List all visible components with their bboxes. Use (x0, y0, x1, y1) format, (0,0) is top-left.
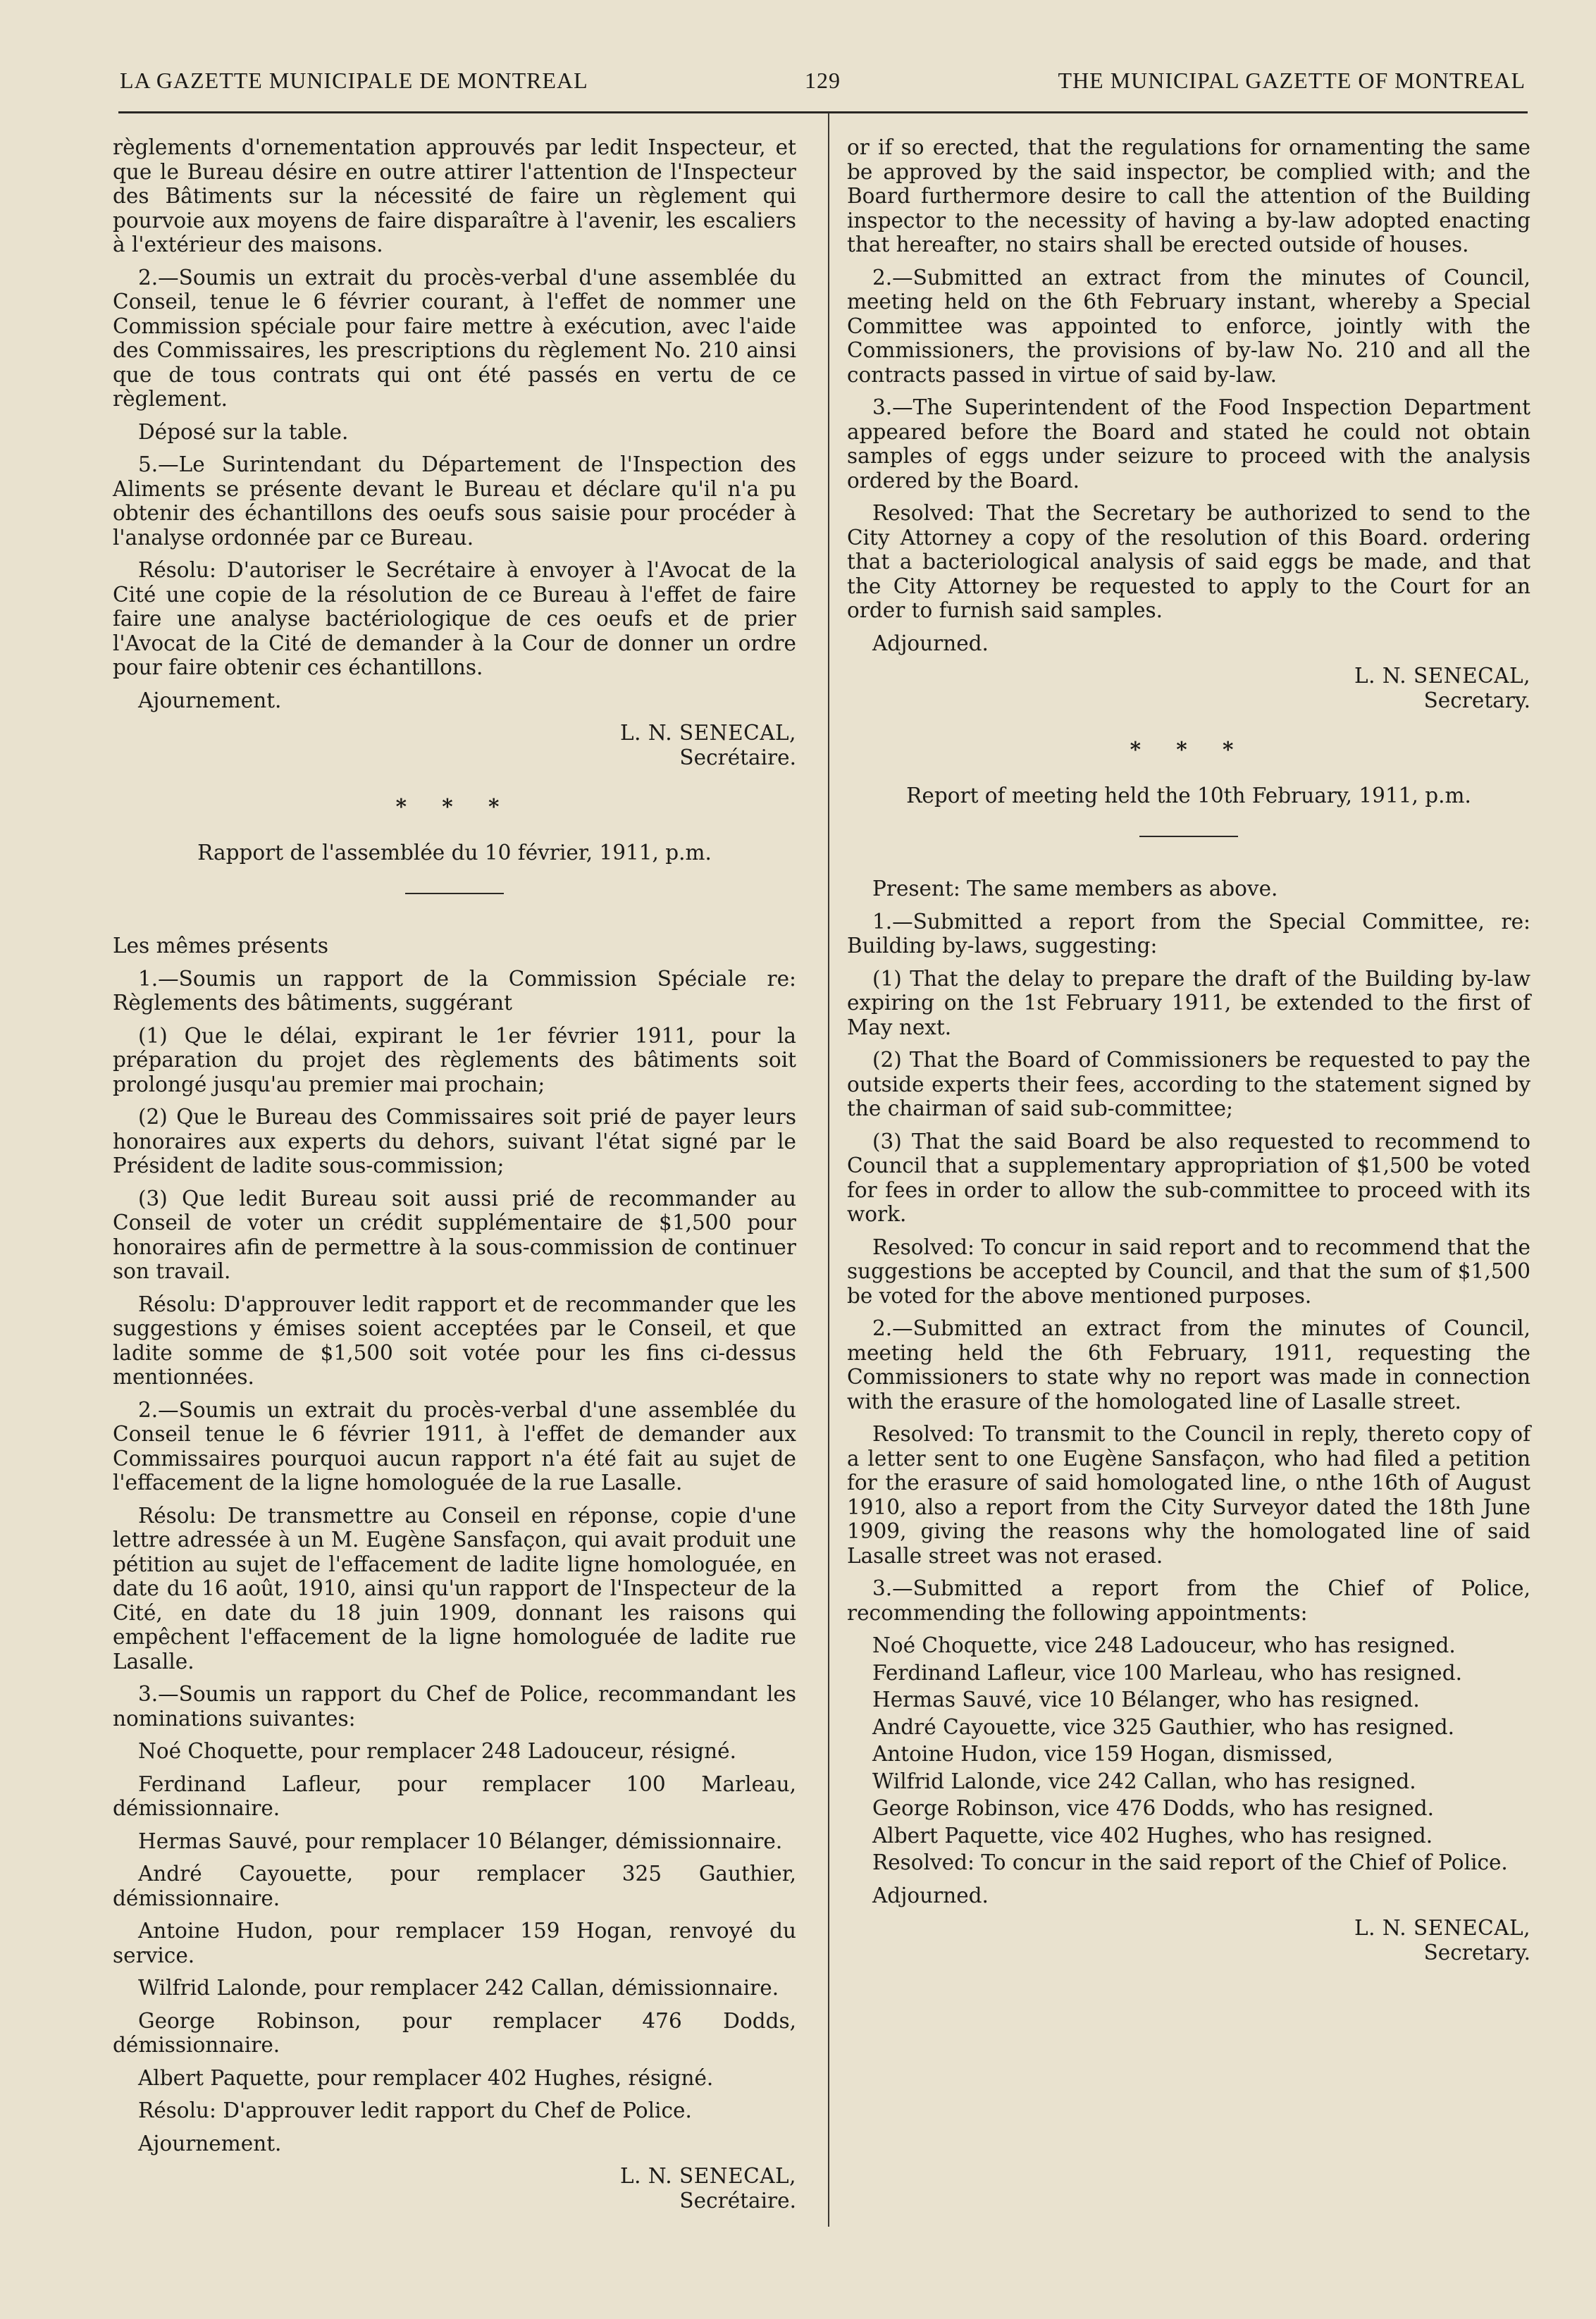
paragraph: 3.—Soumis un rapport du Chef de Police, recommandant les nominations suivantes: (113, 1682, 796, 1731)
paragraph: 1.—Submitted a report from the Special Committee, re: Building by-laws, suggesting: (847, 909, 1530, 958)
header-title-english: THE MUNICIPAL GAZETTE OF MONTREAL (1058, 68, 1526, 93)
header-title-french: LA GAZETTE MUNICIPALE DE MONTREAL (120, 68, 588, 93)
signature-name: L. N. SENECAL, (1354, 1916, 1530, 1940)
paragraph: Résolu: D'autoriser le Secrétaire à envoyer à l'Avocat de la Cité une copie de la résolution de ce Bureau à l'effet de faire faire une analyse bactériologique de ces oeufs et de prier l'Avocat de la Cité de demander à la Cour de donner un ordre pour faire obtenir ces échantillons. (113, 558, 796, 679)
list-item: Noé Choquette, pour remplacer 248 Ladouceur, résigné. (138, 1739, 736, 1763)
list-item: Ferdinand Lafleur, vice 100 Marleau, who has resigned. (872, 1660, 1463, 1685)
section-separator: * * * (395, 794, 514, 819)
paragraph: 1.—Soumis un rapport de la Commission Spéciale re: Règlements des bâtiments, suggérant (113, 966, 796, 1015)
signature-title: Secretary. (1423, 688, 1530, 712)
report-heading: Report of meeting held the 10th February, 1911, p.m. (906, 783, 1471, 808)
list-item: Hermas Sauvé, vice 10 Bélanger, who has resigned. (872, 1688, 1420, 1712)
paragraph: 2.—Submitted an extract from the minutes of Council, meeting held on the 6th February instant, whereby a Special Committee was appointed to enforce, jointly with the Commissioners, the provisions of by-law No. 210 and all the contracts passed in virtue of said by-law. (847, 265, 1530, 387)
adjournment: Ajournement. (138, 688, 282, 712)
signature-name: L. N. SENECAL, (620, 721, 796, 745)
column-divider (828, 113, 829, 2227)
paragraph: 3.—Submitted a report from the Chief of Police, recommending the following appointments: (847, 1576, 1530, 1625)
list-item: George Robinson, pour remplacer 476 Dodds, démissionnaire. (113, 2008, 796, 2057)
short-rule (1139, 836, 1238, 837)
paragraph: (2) Que le Bureau des Commissaires soit prié de payer leurs honoraires aux experts du dehors, suivant l'état signé par le Président de ladite sous-commission; (113, 1105, 796, 1177)
signature-title: Secrétaire. (679, 2188, 796, 2213)
paragraph: Resolved: To concur in said report and to recommend that the suggestions be accepted by Council, and that the sum of $1,500 be voted for the above mentioned purposes. (847, 1235, 1530, 1308)
paragraph: Present: The same members as above. (872, 877, 1278, 901)
signature-name: L. N. SENECAL, (1354, 664, 1530, 688)
paragraph: Résolu: D'approuver ledit rapport du Chef de Police. (138, 2098, 692, 2122)
paragraph: 2.—Soumis un extrait du procès-verbal d'une assemblée du Conseil tenue le 6 février 1911, à l'effet de demander aux Commissaires pourquoi aucun rapport n'a été fait au sujet de l'effacement de la ligne homologuée de la rue Lasalle. (113, 1397, 796, 1495)
paragraph: 3.—The Superintendent of the Food Inspection Department appeared before the Board and stated he could not obtain samples of eggs under seizure to proceed with the analysis ordered by the Board. (847, 395, 1530, 493)
list-item: Antoine Hudon, vice 159 Hogan, dismissed, (872, 1742, 1334, 1766)
short-rule (405, 893, 504, 894)
list-item: André Cayouette, pour remplacer 325 Gauthier, démissionnaire. (113, 1862, 796, 1910)
adjournment: Ajournement. (138, 2131, 282, 2156)
paragraph: (2) That the Board of Commissioners be requested to pay the outside experts their fees, according to the statement signed by the chairman of said sub-committee; (847, 1048, 1530, 1120)
paragraph: (3) Que ledit Bureau soit aussi prié de recommander au Conseil de voter un crédit supplémentaire de $1,500 pour honoraires afin de permettre à la sous-commission de continuer son travail. (113, 1186, 796, 1283)
paragraph: (3) That the said Board be also requested to recommend to Council that a supplementary appropriation of $1,500 be voted for fees in order to allow the sub-committee to proceed with its work. (847, 1129, 1530, 1226)
english-column (847, 135, 1530, 1983)
report-heading: Rapport de l'assemblée du 10 février, 1911, p.m. (197, 840, 712, 865)
page-number: 129 (805, 68, 841, 93)
list-item: Wilfrid Lalonde, pour remplacer 242 Callan, démissionnaire. (138, 1976, 779, 2000)
signature-name: L. N. SENECAL, (620, 2164, 796, 2188)
list-item: Albert Paquette, pour remplacer 402 Hughes, résigné. (138, 2065, 714, 2090)
paragraph: Les mêmes présents (113, 934, 328, 958)
french-column (113, 135, 796, 2231)
paragraph: (1) Que le délai, expirant le 1er février 1911, pour la préparation du projet des règlements des bâtiments soit prolongé jusqu'au premier mai prochain; (113, 1023, 796, 1096)
paragraph: 5.—Le Surintendant du Département de l'Inspection des Aliments se présente devant le Bureau et déclare qu'il n'a pu obtenir des échantillons des oeufs sous saisie pour procéder à l'analyse ordonnée par ce Bureau. (113, 452, 796, 550)
paragraph: or if so erected, that the regulations for ornamenting the same be approved by the said inspector, be complied with; and the Board furthermore desire to call the attention of the Building inspector to the necessity of having a by-law adopted enacting that hereafter, no stairs shall be erected outside of houses. (847, 135, 1530, 256)
page-header (120, 68, 1526, 103)
paragraph: 2.—Submitted an extract from the minutes of Council, meeting held the 6th February, 1911, requesting the Commissioners to state why no report was made in connection with the erasure of the homologated line of Lasalle street. (847, 1316, 1530, 1414)
list-item: Albert Paquette, vice 402 Hughes, who has resigned. (872, 1823, 1433, 1848)
adjournment: Adjourned. (872, 1883, 989, 1907)
paragraph: Resolved: To transmit to the Council in reply, thereto copy of a letter sent to one Eugène Sansfaçon, who had filed a petition for the erasure of said homologated line, o nthe 16th of August 1910, also a report from the City Surveyor dated the 18th June 1909, giving the reasons why the homologated line of said Lasalle street was not erased. (847, 1422, 1530, 1568)
list-item: Hermas Sauvé, pour remplacer 10 Bélanger, démissionnaire. (138, 1829, 783, 1853)
section-separator: * * * (1130, 737, 1248, 762)
adjournment: Adjourned. (872, 631, 989, 655)
paragraph: 2.—Soumis un extrait du procès-verbal d'une assemblée du Conseil, tenue le 6 février courant, à l'effet de nommer une Commission spéciale pour faire mettre à exécution, avec l'aide des Commissaires, les prescriptions du règlement No. 210 ainsi que de tous contrats qui ont été passés en vertu de ce règlement. (113, 265, 796, 411)
appointments-list (847, 1633, 1530, 1848)
paragraph: Déposé sur la table. (138, 419, 349, 444)
list-item: Wilfrid Lalonde, vice 242 Callan, who has resigned. (872, 1769, 1416, 1793)
paragraph: Résolu: De transmettre au Conseil en réponse, copie d'une lettre adressée à un M. Eugène Sansfaçon, qui avait produit une pétition au sujet de l'effacement de ladite ligne homologuée, en date du 16 août, 1910, ainsi qu'un rapport de l'Inspecteur de la Cité, en date du 18 juin 1909, donnant les raisons qui empêchent l'effacement de la ligne homologuée de ladite rue Lasalle. (113, 1503, 796, 1674)
paragraph: Résolu: D'approuver ledit rapport et de recommander que les suggestions y émises soient acceptées par le Conseil, et que ladite somme de $1,500 soit votée pour les fins ci-dessus mentionnées. (113, 1292, 796, 1389)
list-item: Antoine Hudon, pour remplacer 159 Hogan, renvoyé du service. (113, 1919, 796, 1967)
list-item: Noé Choquette, vice 248 Ladouceur, who has resigned. (872, 1633, 1456, 1657)
header-rule (118, 111, 1528, 113)
signature-title: Secretary. (1423, 1940, 1530, 1965)
list-item: André Cayouette, vice 325 Gauthier, who has resigned. (872, 1714, 1454, 1739)
list-item: Ferdinand Lafleur, pour remplacer 100 Marleau, démissionnaire. (113, 1771, 796, 1820)
signature-title: Secrétaire. (679, 745, 796, 769)
paragraph: (1) That the delay to prepare the draft of the Building by-law expiring on the 1st February 1911, be extended to the first of May next. (847, 966, 1530, 1039)
paragraph: règlements d'ornementation approuvés par ledit Inspecteur, et que le Bureau désire en outre attirer l'attention de l'Inspecteur des Bâtiments sur la nécessité de faire un règlement qui pourvoie aux moyens de faire disparaître à l'avenir, les escaliers à l'extérieur des maisons. (113, 135, 796, 256)
paragraph: Resolved: That the Secretary be authorized to send to the City Attorney a copy of the resolution of this Board. ordering that a bacteriological analysis of said eggs be made, and that the City Attorney be requested to apply to the Court for an order to furnish said samples. (847, 501, 1530, 622)
list-item: George Robinson, vice 476 Dodds, who has resigned. (872, 1796, 1434, 1820)
paragraph: Resolved: To concur in the said report of the Chief of Police. (872, 1850, 1508, 1874)
